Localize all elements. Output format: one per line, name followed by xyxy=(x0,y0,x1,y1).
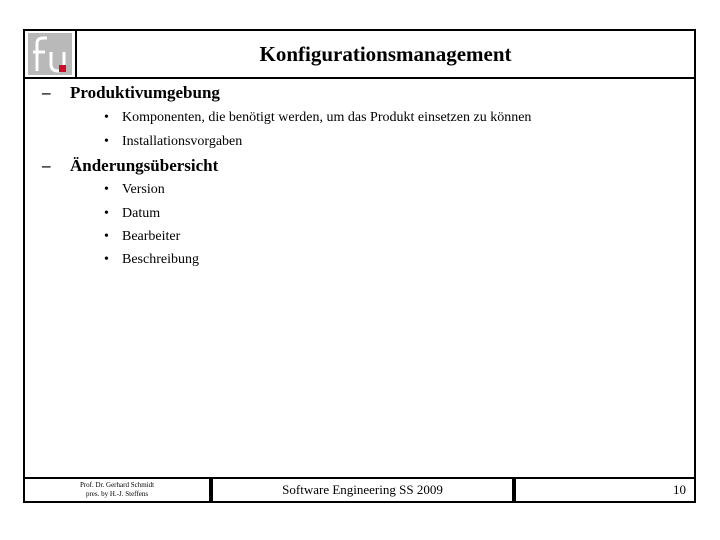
author-line-2: pres. by H.-J. Steffens xyxy=(85,490,149,498)
slide-frame xyxy=(23,29,696,503)
university-logo xyxy=(28,33,72,75)
fu-logo-icon xyxy=(28,33,72,75)
bullet-marker: • xyxy=(104,252,109,267)
list-item-text: Bearbeiter xyxy=(122,229,181,244)
bullet-marker: • xyxy=(104,182,109,197)
heading-text: Produktivumgebung xyxy=(70,83,220,102)
author-line-1: Prof. Dr. Gerhard Schmidt xyxy=(79,481,155,489)
course-name: Software Engineering SS 2009 xyxy=(282,482,443,497)
bullet-marker: • xyxy=(104,206,109,221)
section-heading xyxy=(42,156,218,176)
list-item xyxy=(104,182,165,198)
list-item xyxy=(104,134,242,150)
section-heading xyxy=(42,83,220,103)
list-item-text: Beschreibung xyxy=(122,252,199,267)
list-item-text: Installationsvorgaben xyxy=(122,134,243,149)
list-item-text: Datum xyxy=(122,206,161,221)
footer-course-cell xyxy=(211,479,514,501)
slide-header xyxy=(25,31,694,79)
footer-page-cell xyxy=(514,479,694,501)
slide-footer xyxy=(25,477,694,501)
bullet-marker: • xyxy=(104,134,109,149)
bullet-marker: • xyxy=(104,229,109,244)
dash-marker: – xyxy=(42,83,51,102)
heading-text: Änderungsübersicht xyxy=(70,156,219,175)
list-item xyxy=(104,229,180,245)
slide-title: Konfigurationsmanagement xyxy=(259,42,512,66)
footer-author-cell xyxy=(25,479,211,501)
list-item-text: Komponenten, die benötigt werden, um das Produkt einsetzen zu können xyxy=(122,110,532,125)
bullet-marker: • xyxy=(104,110,109,125)
list-item xyxy=(104,206,160,222)
page-number: 10 xyxy=(673,482,686,497)
list-item xyxy=(104,252,199,268)
dash-marker: – xyxy=(42,156,51,175)
list-item xyxy=(104,110,531,126)
author-credit xyxy=(25,481,209,499)
list-item-text: Version xyxy=(122,182,165,197)
